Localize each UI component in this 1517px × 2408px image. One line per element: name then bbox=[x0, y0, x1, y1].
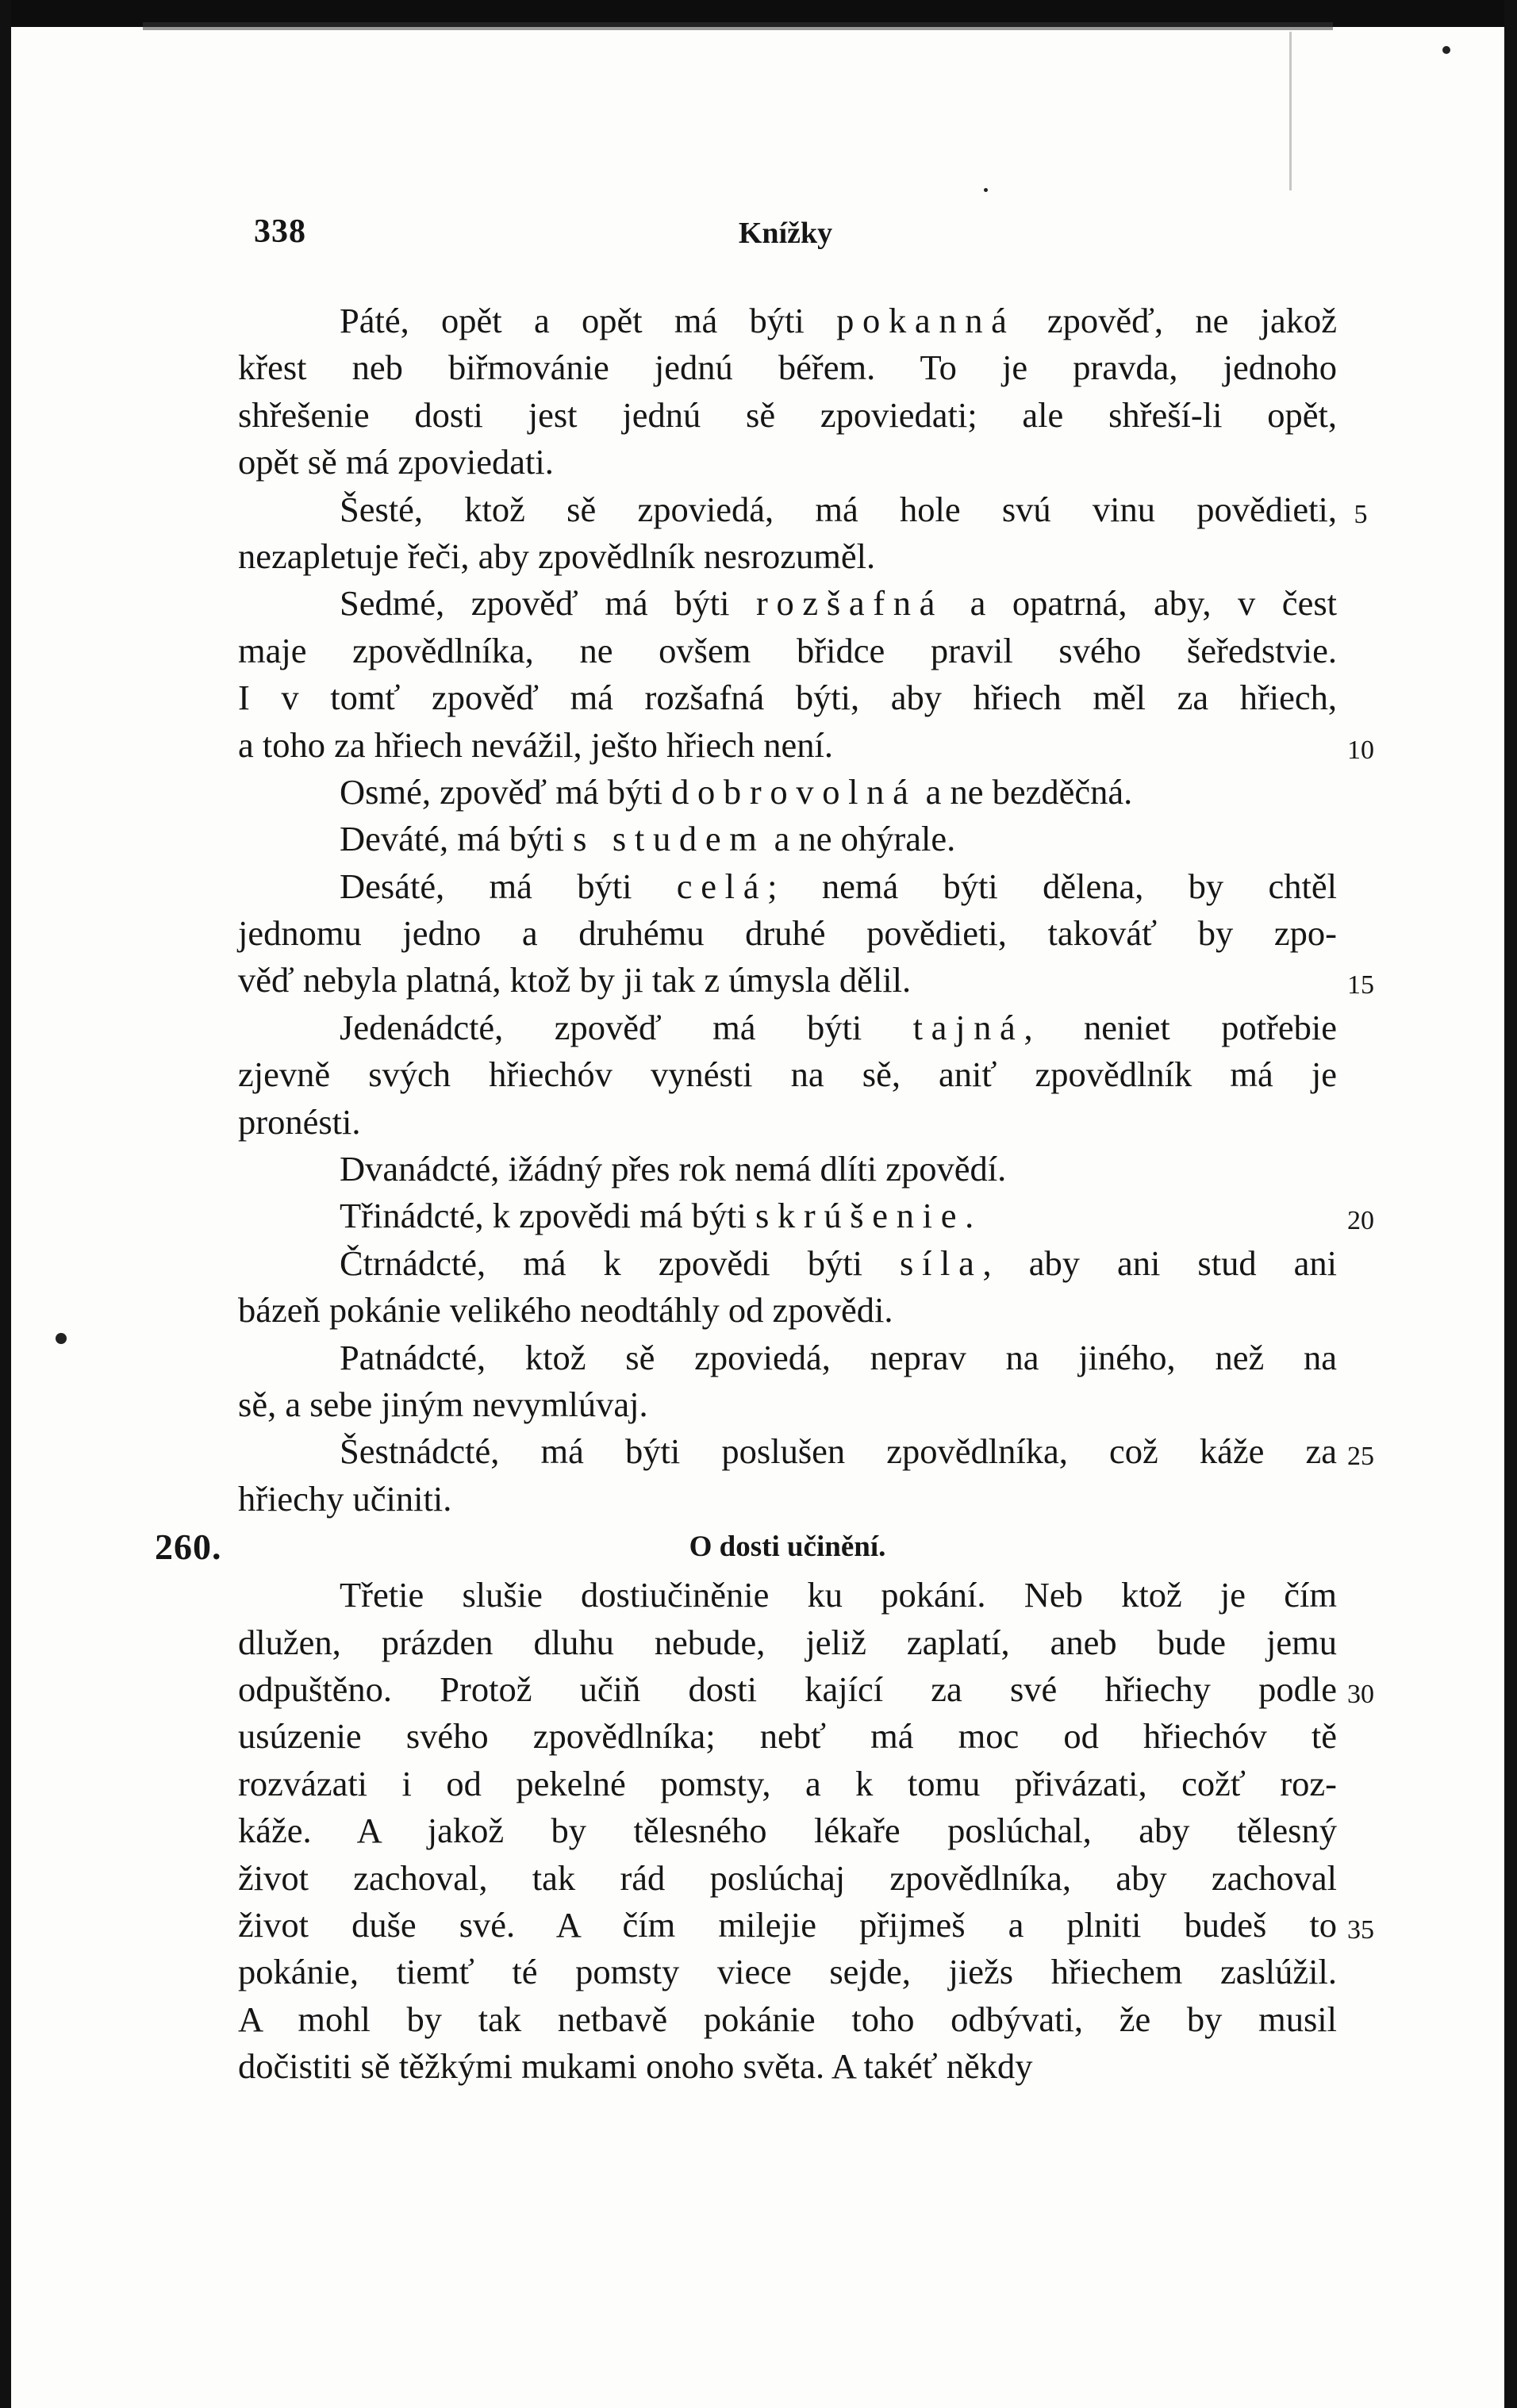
text-line bbox=[238, 863, 1337, 910]
line-text bbox=[238, 1523, 1337, 1572]
line-text-segment: Desáté, má býti bbox=[340, 866, 677, 906]
text-line bbox=[238, 344, 1337, 391]
line-text-segment: dočistiti sě těžkými mukami onoho světa. A takéť někdy bbox=[238, 2046, 1033, 2087]
line-text-segment: Deváté, má býti bbox=[340, 819, 574, 859]
scan-speck bbox=[1442, 46, 1450, 54]
line-text-segment: rozvázati i od pekelné pomsty, a k tomu přivázati, cožť roz- bbox=[238, 1763, 1337, 1803]
line-text-segment: Patnádcté, ktož sě zpoviedá, neprav na jiného, než na bbox=[340, 1337, 1337, 1377]
line-text bbox=[238, 1428, 1337, 1475]
line-text bbox=[238, 722, 1337, 769]
text-line bbox=[238, 1146, 1337, 1192]
line-text bbox=[238, 863, 1337, 910]
line-text-segment: maje zpovědlníka, ne ovšem břidce pravil svého šeředstvie. bbox=[238, 630, 1337, 670]
line-text bbox=[238, 439, 1337, 486]
text-line bbox=[238, 1761, 1337, 1807]
line-text-segment: život zachoval, tak rád poslúchaj zpovědlníka, aby zachoval bbox=[238, 1857, 1337, 1898]
line-text bbox=[238, 1146, 1337, 1192]
scan-edge-top bbox=[0, 0, 1517, 27]
text-line bbox=[238, 1192, 1374, 1239]
spaced-emphasis: skrúšenie bbox=[755, 1196, 966, 1236]
spaced-emphasis: rozšafná bbox=[755, 583, 944, 624]
line-text bbox=[238, 957, 1337, 1004]
line-text-segment: a toho za hřiech nevážil, ješto hřiech není. bbox=[238, 724, 834, 765]
text-block bbox=[155, 298, 1374, 2090]
line-text-segment: . bbox=[965, 1196, 974, 1236]
line-text-segment: křest neb biřmovánie jednú béřem. To je pravda, jednoho bbox=[238, 348, 1337, 388]
line-text bbox=[238, 1287, 1337, 1334]
line-text bbox=[238, 674, 1337, 721]
line-text-segment: A mohl by tak netbavě pokánie toho odbývati, že by musil bbox=[238, 1999, 1337, 2039]
text-line bbox=[238, 1476, 1337, 1523]
line-text-segment: a opatrná, aby, v čest bbox=[943, 583, 1337, 624]
line-number: 15 bbox=[1347, 970, 1374, 1000]
line-text bbox=[238, 486, 1337, 533]
scan-edge-left bbox=[0, 0, 11, 2408]
line-text-segment: Třetie slušie dostiučiněnie ku pokání. Neb ktož je čím bbox=[340, 1575, 1337, 1615]
text-line bbox=[238, 1051, 1337, 1098]
line-text-segment: usúzenie svého zpovědlníka; nebť má moc od hřiechóv tě bbox=[238, 1716, 1337, 1757]
line-number: 35 bbox=[1347, 1914, 1374, 1945]
line-text bbox=[238, 1335, 1337, 1381]
section-number: 260. bbox=[155, 1527, 222, 1568]
line-text-segment: pokánie, tiemť té pomsty viece sejde, jiežs hřiechem zaslúžil. bbox=[238, 1952, 1337, 1992]
line-text-segment: Šestnádcté, má býti poslušen zpovědlníka, což káže za bbox=[340, 1431, 1337, 1472]
line-text-segment: zjevně svých hřiechóv vynésti na sě, aniť zpovědlník má je bbox=[238, 1054, 1337, 1095]
text-line bbox=[238, 1666, 1374, 1713]
line-text-segment: život duše své. A čím milejie přijmeš a plniti budeš to bbox=[238, 1904, 1337, 1945]
section-heading: O dosti učinění. bbox=[689, 1530, 886, 1564]
text-line bbox=[238, 1240, 1337, 1287]
line-text bbox=[238, 533, 1337, 580]
line-text bbox=[238, 1476, 1337, 1523]
text-line bbox=[238, 1287, 1337, 1334]
line-text-segment: pronésti. bbox=[238, 1101, 361, 1142]
spaced-emphasis: celá bbox=[676, 866, 768, 906]
text-line bbox=[238, 533, 1337, 580]
line-text bbox=[238, 1996, 1337, 2043]
section-heading-line bbox=[155, 1523, 1337, 1572]
line-text bbox=[238, 1381, 1337, 1428]
line-text bbox=[238, 1761, 1337, 1807]
scan-artifact-line bbox=[1289, 32, 1292, 190]
line-number: 10 bbox=[1347, 735, 1374, 765]
text-line bbox=[238, 486, 1368, 533]
line-text bbox=[238, 1240, 1337, 1287]
line-text bbox=[238, 816, 1337, 862]
line-text-segment: a ne ohýrale. bbox=[765, 819, 956, 859]
line-number: 5 bbox=[1354, 499, 1368, 529]
text-line bbox=[238, 580, 1337, 627]
line-text bbox=[238, 298, 1337, 344]
line-text-segment: shřešenie dosti jest jednú sě zpoviedati; ale shřeší-li opět, bbox=[238, 394, 1337, 435]
line-text bbox=[238, 910, 1337, 957]
spaced-emphasis: síla bbox=[900, 1242, 983, 1283]
spaced-emphasis: tajná bbox=[912, 1007, 1024, 1047]
spaced-emphasis: s studem bbox=[573, 819, 766, 859]
line-text-segment: káže. A jakož by tělesného lékaře poslúchal, aby tělesný bbox=[238, 1811, 1337, 1851]
line-text-segment: Dvanádcté, ižádný přes rok nemá dlíti zpovědí. bbox=[340, 1149, 1007, 1189]
text-line bbox=[238, 1949, 1337, 1995]
line-text-segment: ; nemá býti dělena, by chtěl bbox=[767, 866, 1337, 906]
line-text-segment: bázeň pokánie velikého neodtáhly od zpovědi. bbox=[238, 1290, 893, 1331]
line-text-segment: , neniet potřebie bbox=[1023, 1007, 1337, 1047]
text-line bbox=[238, 1335, 1337, 1381]
text-line bbox=[238, 722, 1374, 769]
line-text bbox=[238, 628, 1337, 674]
line-text-segment: Čtrnádcté, má k zpovědi býti bbox=[340, 1242, 901, 1283]
running-head bbox=[254, 213, 1317, 254]
text-line bbox=[238, 1996, 1337, 2043]
text-line bbox=[238, 957, 1374, 1004]
line-text-segment: hřiechy učiniti. bbox=[238, 1478, 452, 1519]
text-line bbox=[238, 1572, 1337, 1619]
text-line bbox=[238, 1004, 1337, 1051]
line-text-segment: , aby ani stud ani bbox=[982, 1242, 1337, 1283]
text-line bbox=[238, 439, 1337, 486]
line-text-segment: Sedmé, zpověď má býti bbox=[340, 583, 756, 624]
line-text bbox=[238, 1004, 1337, 1051]
text-line bbox=[238, 674, 1337, 721]
text-line bbox=[238, 628, 1337, 674]
text-line bbox=[238, 816, 1337, 862]
line-text-segment: Osmé, zpověď má býti bbox=[340, 771, 672, 812]
line-number: 30 bbox=[1347, 1679, 1374, 1709]
line-text bbox=[238, 2043, 1337, 2090]
text-line bbox=[238, 298, 1337, 344]
text-line bbox=[238, 1428, 1374, 1475]
line-text-segment: Páté, opět a opět má býti bbox=[340, 301, 837, 340]
line-text bbox=[238, 769, 1337, 816]
text-line bbox=[238, 1902, 1374, 1949]
line-text bbox=[238, 1949, 1337, 1995]
text-line bbox=[238, 769, 1337, 816]
line-text bbox=[238, 1619, 1337, 1666]
text-line bbox=[238, 1807, 1337, 1854]
line-text bbox=[238, 1572, 1337, 1619]
line-text bbox=[238, 1855, 1337, 1902]
line-text-segment: sě, a sebe jiným nevymlúvaj. bbox=[238, 1384, 648, 1424]
running-title: Knížky bbox=[738, 217, 833, 250]
text-line bbox=[238, 2043, 1337, 2090]
line-text bbox=[238, 580, 1337, 627]
line-text-segment: opět sě má zpoviedati. bbox=[238, 442, 554, 482]
line-text-segment: odpuštěno. Protož učiň dosti kající za své hřiechy podle bbox=[238, 1669, 1337, 1709]
line-text-segment: Jedenádcté, zpověď má býti bbox=[340, 1007, 913, 1047]
line-number: 25 bbox=[1347, 1442, 1374, 1472]
line-text bbox=[238, 392, 1337, 439]
scan-speck bbox=[56, 1333, 67, 1344]
line-text-segment: věď nebyla platná, ktož by ji tak z úmysla dělil. bbox=[238, 960, 912, 1000]
line-text bbox=[238, 344, 1337, 391]
line-text bbox=[238, 1192, 1337, 1239]
line-text-segment: nezapletuje řeči, aby zpovědlník nesrozuměl. bbox=[238, 536, 876, 576]
line-text bbox=[238, 1666, 1337, 1713]
line-text-segment: I v tomť zpověď má rozšafná býti, aby hřiech měl za hřiech, bbox=[238, 678, 1337, 718]
text-line bbox=[238, 1619, 1337, 1666]
text-line bbox=[238, 1381, 1337, 1428]
line-text bbox=[238, 1807, 1337, 1854]
scan-speck bbox=[984, 188, 988, 192]
spaced-emphasis: pokanná bbox=[836, 301, 1016, 340]
line-text bbox=[238, 1713, 1337, 1760]
line-text bbox=[238, 1902, 1337, 1949]
line-text-segment: zpověď, ne jakož bbox=[1015, 301, 1338, 340]
line-text-segment: Šesté, ktož sě zpoviedá, má hole svú vinu povědieti, bbox=[340, 489, 1337, 529]
scan-edge-right bbox=[1504, 0, 1517, 2408]
line-text-segment: jednomu jedno a druhému druhé povědieti, takováť by zpo- bbox=[238, 913, 1337, 954]
line-text bbox=[238, 1051, 1337, 1098]
line-text-segment: Třinádcté, k zpovědi má býti bbox=[340, 1196, 755, 1236]
text-line bbox=[238, 1099, 1337, 1146]
page-number: 338 bbox=[254, 213, 306, 250]
text-line bbox=[238, 1855, 1337, 1902]
text-line bbox=[238, 1713, 1337, 1760]
text-line bbox=[238, 392, 1337, 439]
line-number: 20 bbox=[1347, 1206, 1374, 1236]
spaced-emphasis: dobrovolná bbox=[671, 771, 917, 812]
line-text-segment: a ne bezděčná. bbox=[916, 771, 1133, 812]
line-text-segment: dlužen, prázden dluhu nebude, jeliž zaplatí, aneb bude jemu bbox=[238, 1622, 1337, 1662]
line-text bbox=[238, 1099, 1337, 1146]
text-line bbox=[238, 910, 1337, 957]
